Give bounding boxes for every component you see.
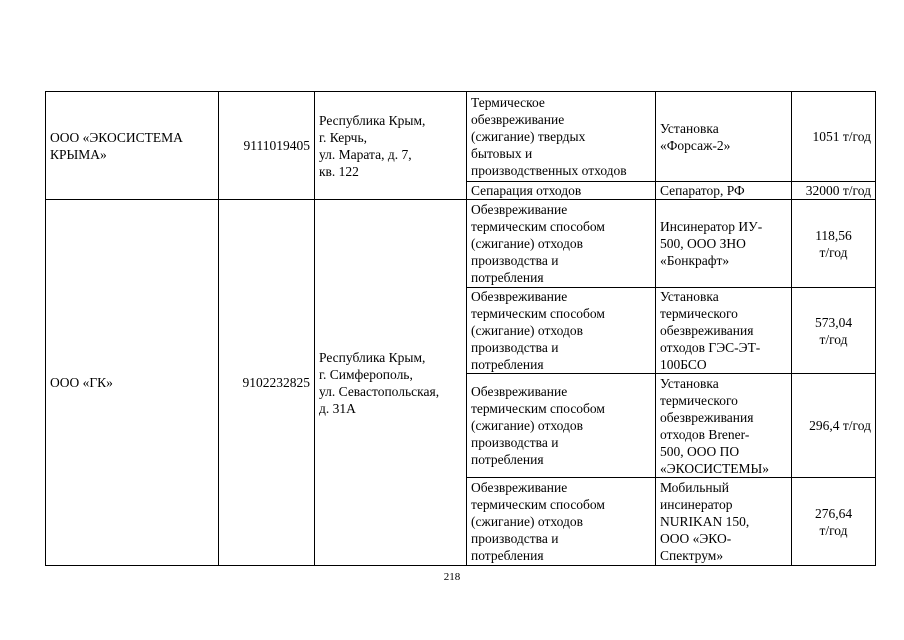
waste-facilities-table <box>45 91 876 566</box>
inn-cell: 9102232825 <box>219 200 315 566</box>
capacity-cell: 32000 т/год <box>792 182 876 200</box>
activity-cell: Обезвреживание термическим способом (сжигание) отходов производства и потребления <box>467 478 656 566</box>
capacity-cell: 1051 т/год <box>792 92 876 182</box>
capacity-cell: 573,04 т/год <box>792 288 876 374</box>
address-cell: Республика Крым, г. Симферополь, ул. Севастопольская, д. 31А <box>315 200 467 566</box>
address-cell: Республика Крым, г. Керчь, ул. Марата, д. 7, кв. 122 <box>315 92 467 200</box>
equipment-cell: Установка термического обезвреживания отходов ГЭС-ЭТ- 100БСО <box>656 288 792 374</box>
capacity-cell: 118,56 т/год <box>792 200 876 288</box>
equipment-cell: Инсинератор ИУ- 500, ООО ЗНО «Бонкрафт» <box>656 200 792 288</box>
page-number: 218 <box>443 571 461 583</box>
equipment-cell: Мобильный инсинератор NURIKAN 150, ООО «ЭКО- Спектрум» <box>656 478 792 566</box>
capacity-cell: 276,64 т/год <box>792 478 876 566</box>
equipment-cell: Установка «Форсаж-2» <box>656 92 792 182</box>
table-row <box>46 200 876 288</box>
activity-cell: Сепарация отходов <box>467 182 656 200</box>
organization-cell: ООО «ГК» <box>46 200 219 566</box>
inn-cell: 9111019405 <box>219 92 315 200</box>
equipment-cell: Установка термического обезвреживания отходов Brener- 500, ООО ПО «ЭКОСИСТЕМЫ» <box>656 374 792 478</box>
organization-cell: ООО «ЭКОСИСТЕМА КРЫМА» <box>46 92 219 200</box>
activity-cell: Обезвреживание термическим способом (сжигание) отходов производства и потребления <box>467 374 656 478</box>
capacity-cell: 296,4 т/год <box>792 374 876 478</box>
activity-cell: Термическое обезвреживание (сжигание) твердых бытовых и производственных отходов <box>467 92 656 182</box>
activity-cell: Обезвреживание термическим способом (сжигание) отходов производства и потребления <box>467 288 656 374</box>
equipment-cell: Сепаратор, РФ <box>656 182 792 200</box>
table-row <box>46 92 876 182</box>
activity-cell: Обезвреживание термическим способом (сжигание) отходов производства и потребления <box>467 200 656 288</box>
